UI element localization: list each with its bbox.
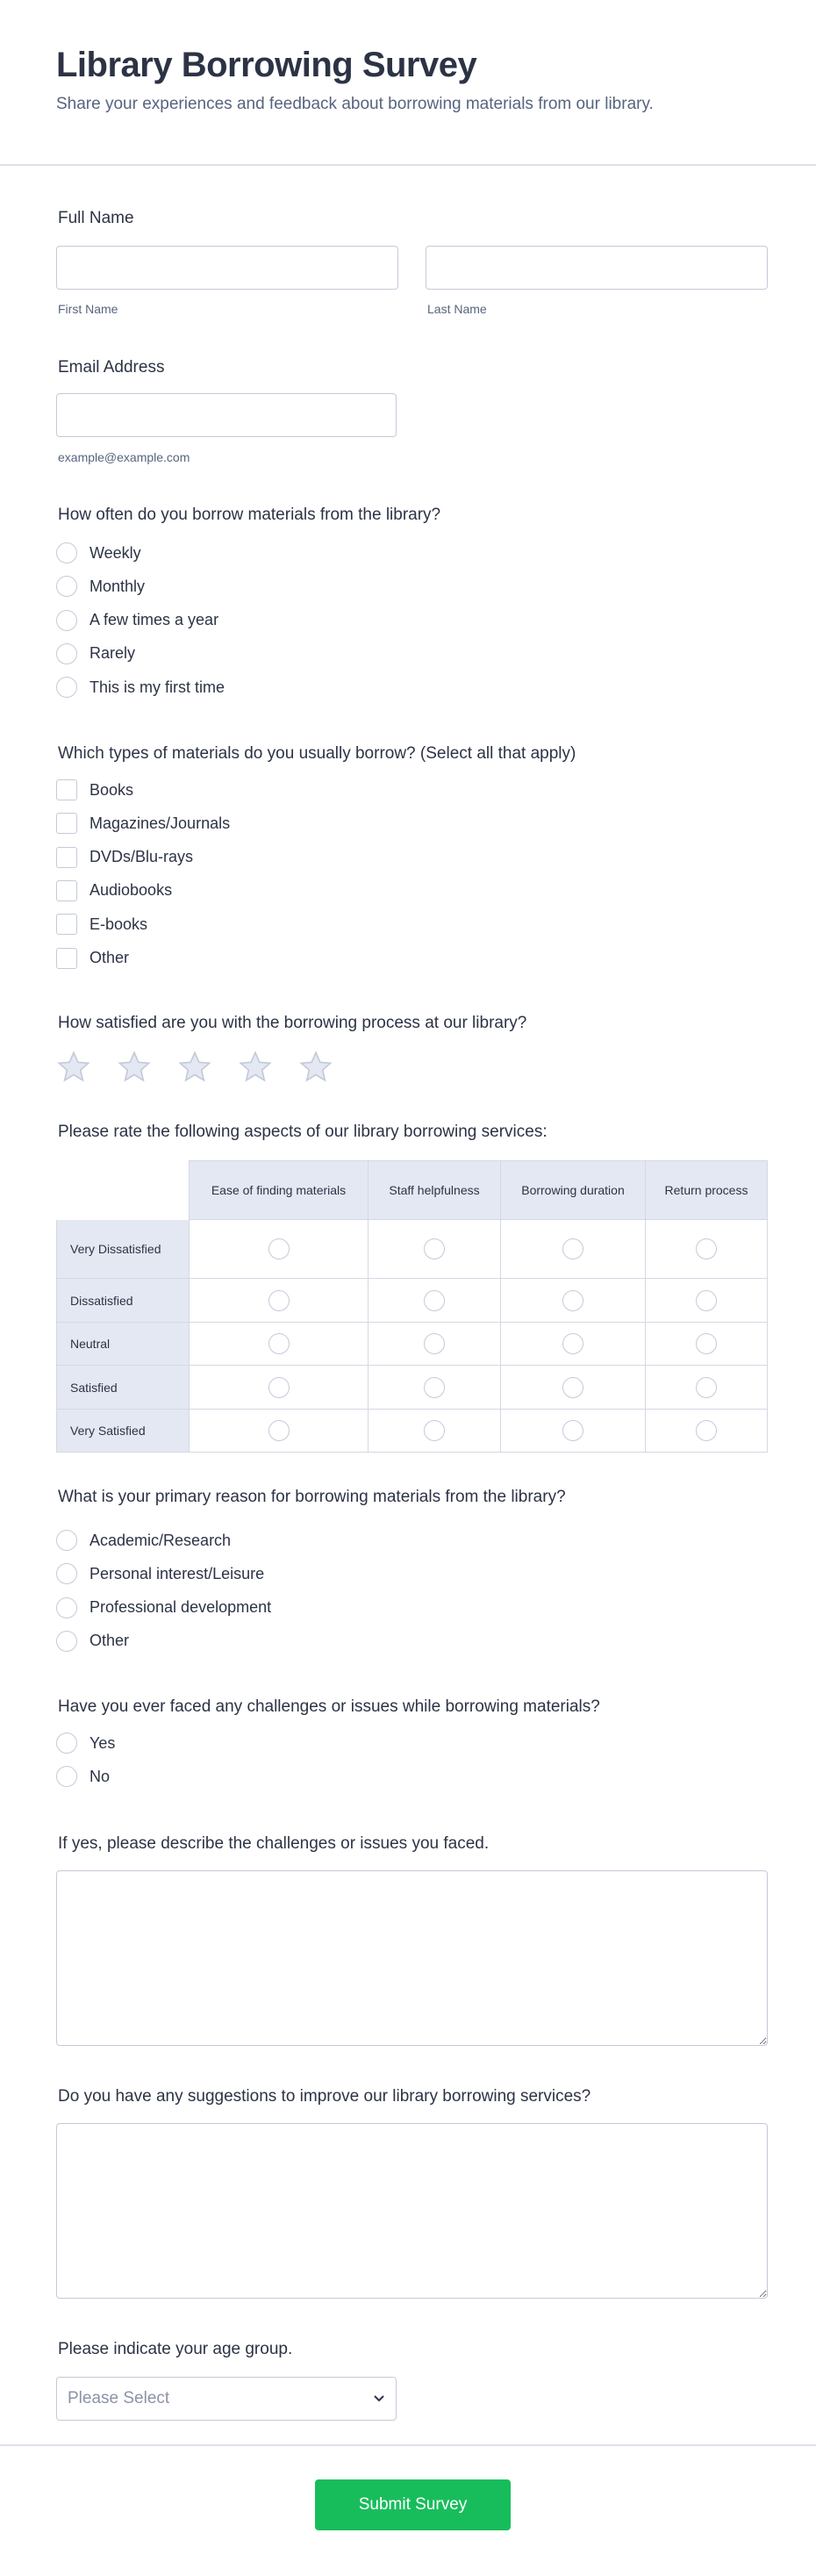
matrix-cell [369,1323,501,1366]
option-label: Yes [89,1733,116,1752]
matrix-cell [501,1410,646,1453]
email-input[interactable] [56,393,397,437]
matrix-radio[interactable] [424,1238,445,1259]
matrix-row-label: Neutral [56,1323,190,1366]
reason-option[interactable] [56,1563,264,1584]
matrix-cell [501,1279,646,1323]
matrix-row-label: Very Satisfied [56,1410,190,1453]
age-label: Please indicate your age group. [58,2340,293,2358]
submit-button[interactable]: Submit Survey [315,2479,511,2530]
reason-label: What is your primary reason for borrowing materials from the library? [58,1488,566,1506]
age-select-placeholder: Please Select [68,2389,170,2407]
matrix-column-header: Return process [646,1160,768,1220]
matrix-radio[interactable] [696,1420,717,1441]
challenges-label: Have you ever faced any challenges or issues while borrowing materials? [58,1697,600,1716]
suggestions-textarea[interactable] [56,2123,768,2299]
matrix-cell [369,1366,501,1410]
matrix-row [56,1323,768,1366]
matrix-cell [501,1366,646,1410]
matrix-radio[interactable] [268,1333,290,1354]
header-divider [0,164,816,166]
matrix-column-header: Borrowing duration [501,1160,646,1220]
radio-button[interactable] [56,1733,77,1754]
checkbox[interactable] [56,880,77,901]
checkbox[interactable] [56,847,77,868]
frequency-option[interactable] [56,610,218,631]
materials-option[interactable] [56,847,193,868]
matrix-radio[interactable] [424,1377,445,1398]
radio-button[interactable] [56,610,77,631]
satisfaction-label: How satisfied are you with the borrowing process at our library? [58,1014,527,1032]
matrix-radio[interactable] [268,1377,290,1398]
option-label: Other [89,1632,130,1650]
option-label: Other [89,949,130,966]
challenges-option[interactable] [56,1766,110,1787]
checkbox[interactable] [56,948,77,969]
checkbox[interactable] [56,813,77,834]
matrix-radio[interactable] [424,1333,445,1354]
matrix-cell [369,1220,501,1279]
matrix-radio[interactable] [696,1238,717,1259]
first-name-input[interactable] [56,246,398,290]
option-label: Personal interest/Leisure [89,1564,265,1582]
matrix-radio[interactable] [696,1333,717,1354]
full-name-label: Full Name [58,209,134,227]
matrix-cell [369,1279,501,1323]
checkbox[interactable] [56,779,77,800]
materials-label: Which types of materials do you usually borrow? (Select all that apply) [58,744,576,763]
radio-button[interactable] [56,643,77,664]
radio-button[interactable] [56,1563,77,1584]
matrix-radio[interactable] [268,1290,290,1311]
matrix-radio[interactable] [562,1420,583,1441]
first-name-hint: First Name [58,302,118,316]
radio-button[interactable] [56,1766,77,1787]
option-label: Monthly [89,577,146,595]
option-label: No [89,1767,111,1785]
radio-button[interactable] [56,1597,77,1618]
matrix-cell [646,1220,768,1279]
option-label: This is my first time [89,678,225,696]
option-label: Magazines/Journals [89,814,231,832]
matrix-cell [646,1279,768,1323]
matrix-row [56,1220,768,1279]
radio-button[interactable] [56,677,77,698]
last-name-hint: Last Name [427,302,487,316]
radio-button[interactable] [56,542,77,563]
matrix-cell [190,1323,369,1366]
frequency-option[interactable] [56,643,135,664]
reason-option[interactable] [56,1631,129,1652]
matrix-radio[interactable] [562,1290,583,1311]
radio-button[interactable] [56,576,77,597]
matrix-cell [190,1366,369,1410]
matrix-column-header: Ease of finding materials [190,1160,369,1220]
star-icon[interactable] [238,1050,273,1085]
challenges-option[interactable] [56,1733,115,1754]
frequency-label: How often do you borrow materials from the library? [58,506,441,524]
materials-option[interactable] [56,880,172,901]
frequency-option[interactable] [56,677,225,698]
describe-textarea[interactable] [56,1870,768,2046]
frequency-option[interactable] [56,542,141,563]
materials-option[interactable] [56,813,230,834]
option-label: Audiobooks [89,881,173,900]
star-icon[interactable] [56,1050,91,1085]
option-label: Rarely [89,644,136,663]
form-title: Library Borrowing Survey [56,46,477,84]
option-label: Weekly [89,543,141,562]
frequency-option[interactable] [56,576,145,597]
suggestions-label: Do you have any suggestions to improve our library borrowing services? [58,2087,591,2106]
option-label: Professional development [89,1598,272,1617]
star-icon[interactable] [298,1050,333,1085]
matrix-radio[interactable] [268,1238,290,1259]
matrix-cell [501,1220,646,1279]
matrix-corner [56,1160,190,1220]
option-label: E-books [89,915,148,933]
matrix-cell [646,1323,768,1366]
materials-option[interactable] [56,914,147,935]
matrix-row [56,1366,768,1410]
materials-option[interactable] [56,948,129,969]
reason-option[interactable] [56,1530,231,1551]
describe-label: If yes, please describe the challenges or issues you faced. [58,1834,490,1853]
matrix-cell [501,1323,646,1366]
matrix-radio[interactable] [424,1290,445,1311]
matrix-cell [190,1220,369,1279]
matrix-label: Please rate the following aspects of our library borrowing services: [58,1123,548,1141]
matrix-radio[interactable] [424,1420,445,1441]
matrix-column-header: Staff helpfulness [369,1160,501,1220]
email-hint: example@example.com [58,450,190,464]
footer-divider [0,2444,816,2446]
age-select[interactable] [56,2377,397,2421]
checkbox[interactable] [56,914,77,935]
matrix-cell [369,1410,501,1453]
materials-option[interactable] [56,779,133,800]
matrix-radio[interactable] [562,1377,583,1398]
radio-button[interactable] [56,1631,77,1652]
chevron-down-icon [373,2394,385,2403]
matrix-row [56,1410,768,1453]
option-label: DVDs/Blu-rays [89,848,194,866]
matrix-cell [190,1410,369,1453]
matrix-radio[interactable] [696,1290,717,1311]
option-label: A few times a year [89,611,219,629]
option-label: Books [89,780,134,799]
star-icon[interactable] [117,1050,152,1085]
last-name-input[interactable] [426,246,768,290]
form-subtitle: Share your experiences and feedback about borrowing materials from our library. [56,95,654,113]
star-icon[interactable] [177,1050,212,1085]
email-label: Email Address [58,358,165,377]
matrix-cell [190,1279,369,1323]
matrix-row-label: Satisfied [56,1366,190,1410]
matrix-radio[interactable] [562,1333,583,1354]
matrix-radio[interactable] [696,1377,717,1398]
matrix-row-label: Very Dissatisfied [56,1220,190,1279]
star-rating[interactable] [56,1050,333,1085]
option-label: Academic/Research [89,1531,232,1549]
matrix-radio[interactable] [562,1238,583,1259]
matrix-cell [646,1410,768,1453]
radio-button[interactable] [56,1530,77,1551]
reason-option[interactable] [56,1597,271,1618]
matrix-row [56,1279,768,1323]
rating-matrix [56,1160,768,1453]
matrix-row-label: Dissatisfied [56,1279,190,1323]
matrix-radio[interactable] [268,1420,290,1441]
matrix-cell [646,1366,768,1410]
